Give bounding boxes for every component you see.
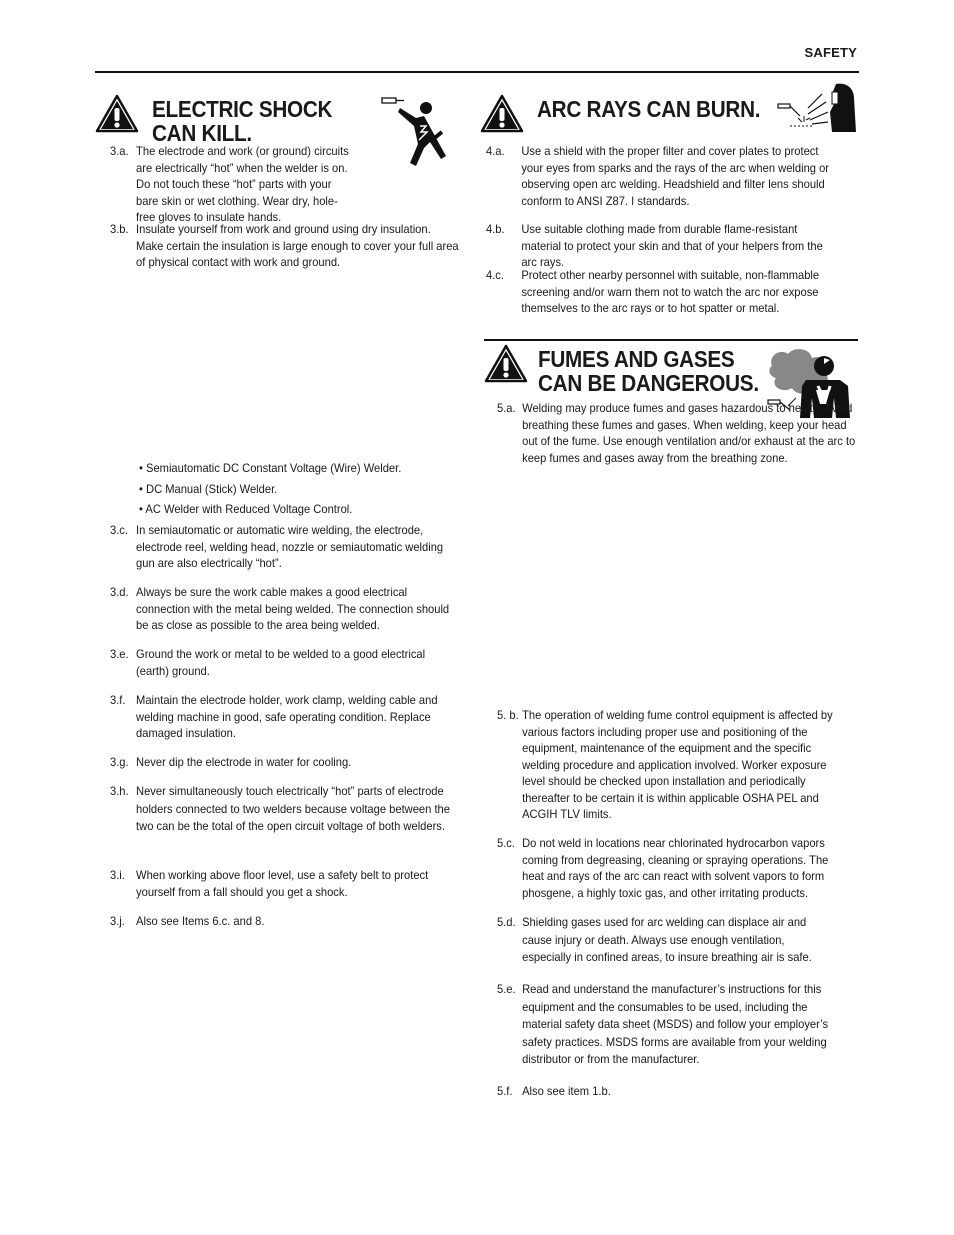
- item-number: 3.f.: [110, 693, 126, 707]
- list-item: [110, 646, 459, 679]
- list-item: [110, 913, 459, 930]
- arc-rays-title: ARC RAYS CAN BURN.: [537, 96, 761, 122]
- arc-rays-section: [480, 82, 860, 142]
- list-item: [486, 221, 835, 271]
- item-number: 4.a.: [486, 144, 505, 158]
- list-item: • AC Welder with Reduced Voltage Control.: [139, 502, 353, 516]
- item-number: 4.c.: [486, 268, 504, 282]
- item-number: 5.f.: [497, 1084, 513, 1098]
- item-text: Do not weld in locations near chlorinated hydrocarbon vapors coming from degreasing, cleaning or spraying operations. The heat and rays of the arc can react with solvent vapors to form phosgene, a highly toxic gas, and other irritating products.: [522, 836, 829, 900]
- list-item: [486, 143, 835, 209]
- item-text: Always be sure the work cable makes a good electrical connection with the metal being welded. The connection should be as close as possible to the area being welded.: [136, 585, 450, 632]
- fumes-title: FUMES AND GASES CAN BE DANGEROUS.: [538, 346, 759, 396]
- list-item: [110, 522, 459, 572]
- item-number: 3.h.: [110, 784, 129, 798]
- list-item: [110, 783, 459, 836]
- item-number: 5. b.: [497, 708, 519, 722]
- arc-rays-header: [480, 82, 860, 142]
- item-text: Shielding gases used for arc welding can displace air and cause injury or death. Always use enough ventilation, especially in confined areas, to insure breathing air is safe.: [522, 915, 812, 964]
- item-number: 5.a.: [497, 401, 516, 415]
- list-item: [497, 914, 836, 967]
- list-item: [110, 867, 459, 900]
- item-text: When working above floor level, use a safety belt to protect yourself from a fall should you get a shock.: [136, 868, 429, 899]
- top-divider: [95, 71, 859, 73]
- item-text: Also see item 1.b.: [522, 1084, 611, 1098]
- list-item: [110, 584, 459, 634]
- list-item: [497, 1083, 836, 1100]
- item-text: Ground the work or metal to be welded to a good electrical (earth) ground.: [136, 647, 426, 678]
- section-label: SAFETY: [804, 45, 857, 60]
- item-number: 3.g.: [110, 755, 129, 769]
- item-text: Insulate yourself from work and ground using dry insulation. Make certain the insulation is large enough to cover your full area of physical contact with work and ground.: [136, 222, 459, 269]
- electric-shock-section: [95, 82, 475, 146]
- item-number: 3.b.: [110, 222, 129, 236]
- list-item: [497, 981, 836, 1069]
- list-item: [497, 400, 856, 466]
- list-item: [486, 267, 835, 317]
- fumes-section: [484, 332, 864, 396]
- electric-shock-header: [95, 82, 475, 146]
- list-item: [110, 754, 459, 771]
- item-text: Protect other nearby personnel with suitable, non-flammable screening and/or warn them not to watch the arc nor expose themselves to the arc rays or to hot spatter or metal.: [521, 268, 820, 315]
- item-text: The electrode and work (or ground) circuits are electrically “hot” when the welder is on. Do not touch these “hot” parts with your bare skin or wet clothing. Wear dry, hole-free gloves to insulate hands.: [136, 144, 349, 224]
- warning-triangle-icon: [480, 94, 524, 134]
- item-number: 3.i.: [110, 868, 125, 882]
- item-number: 5.e.: [497, 982, 516, 996]
- item-text: Never dip the electrode in water for cooling.: [136, 755, 352, 769]
- item-number: 3.c.: [110, 523, 128, 537]
- item-text: In semiautomatic or automatic wire welding, the electrode, electrode reel, welding head, nozzle or semiautomatic welding gun are also electrically “hot”.: [136, 523, 444, 570]
- list-item: [497, 835, 836, 901]
- warning-triangle-icon: [484, 344, 528, 384]
- item-text: Also see Items 6.c. and 8.: [136, 914, 265, 928]
- item-text: Use a shield with the proper filter and cover plates to protect your eyes from sparks and the rays of the arc when welding or observing open arc welding. Headshield and filter lens should conform to ANSI Z87. I standards.: [521, 144, 830, 208]
- item-text: Never simultaneously touch electrically “hot” parts of electrode holders connected to two welders because voltage between the two can be the total of the open circuit voltage of both welders.: [136, 784, 450, 833]
- item-number: 3.d.: [110, 585, 129, 599]
- electric-shock-title: ELECTRIC SHOCK CAN KILL.: [152, 96, 333, 146]
- list-item: • Semiautomatic DC Constant Voltage (Wire) Welder.: [139, 461, 402, 475]
- list-item: [497, 707, 836, 823]
- fumes-header: [484, 332, 864, 396]
- item-number: 4.b.: [486, 222, 505, 236]
- list-item: [110, 692, 459, 742]
- item-number: 3.e.: [110, 647, 129, 661]
- item-text: Maintain the electrode holder, work clamp, welding cable and welding machine in good, safe operating condition. Replace damaged insulation.: [136, 693, 438, 740]
- list-item: • DC Manual (Stick) Welder.: [139, 482, 278, 496]
- item-number: 5.c.: [497, 836, 515, 850]
- list-item: [110, 221, 459, 271]
- item-text: Read and understand the manufacturer’s instructions for this equipment and the consumables to be used, including the material safety data sheet (MSDS) and follow your employer’s safety practices. MSDS forms are available from your welding distributor or from the manufacturer.: [522, 982, 829, 1066]
- item-text: Welding may produce fumes and gases hazardous to health. Avoid breathing these fumes and gases. When welding, keep your head out of the fume. Use enough ventilation and/or exhaust at the arc to keep fumes and gases away from the breathing zone.: [522, 401, 856, 465]
- item-text: The operation of welding fume control equipment is affected by various factors including proper use and positioning of the equipment, maintenance of the equipment and the specific welding procedure and application involved. Worker exposure level should be checked upon installation and periodically thereafter to be certain it is within applicable OSHA PEL and ACGIH TLV limits.: [522, 708, 833, 821]
- item-number: 3.a.: [110, 144, 129, 158]
- item-text: Use suitable clothing made from durable flame-resistant material to protect your skin and that of your helpers from the arc rays.: [521, 222, 823, 269]
- list-item: [110, 143, 454, 226]
- welder-arc-rays-icon: [774, 82, 860, 134]
- item-number: 5.d.: [497, 915, 516, 929]
- warning-triangle-icon: [95, 94, 139, 134]
- item-number: 3.j.: [110, 914, 125, 928]
